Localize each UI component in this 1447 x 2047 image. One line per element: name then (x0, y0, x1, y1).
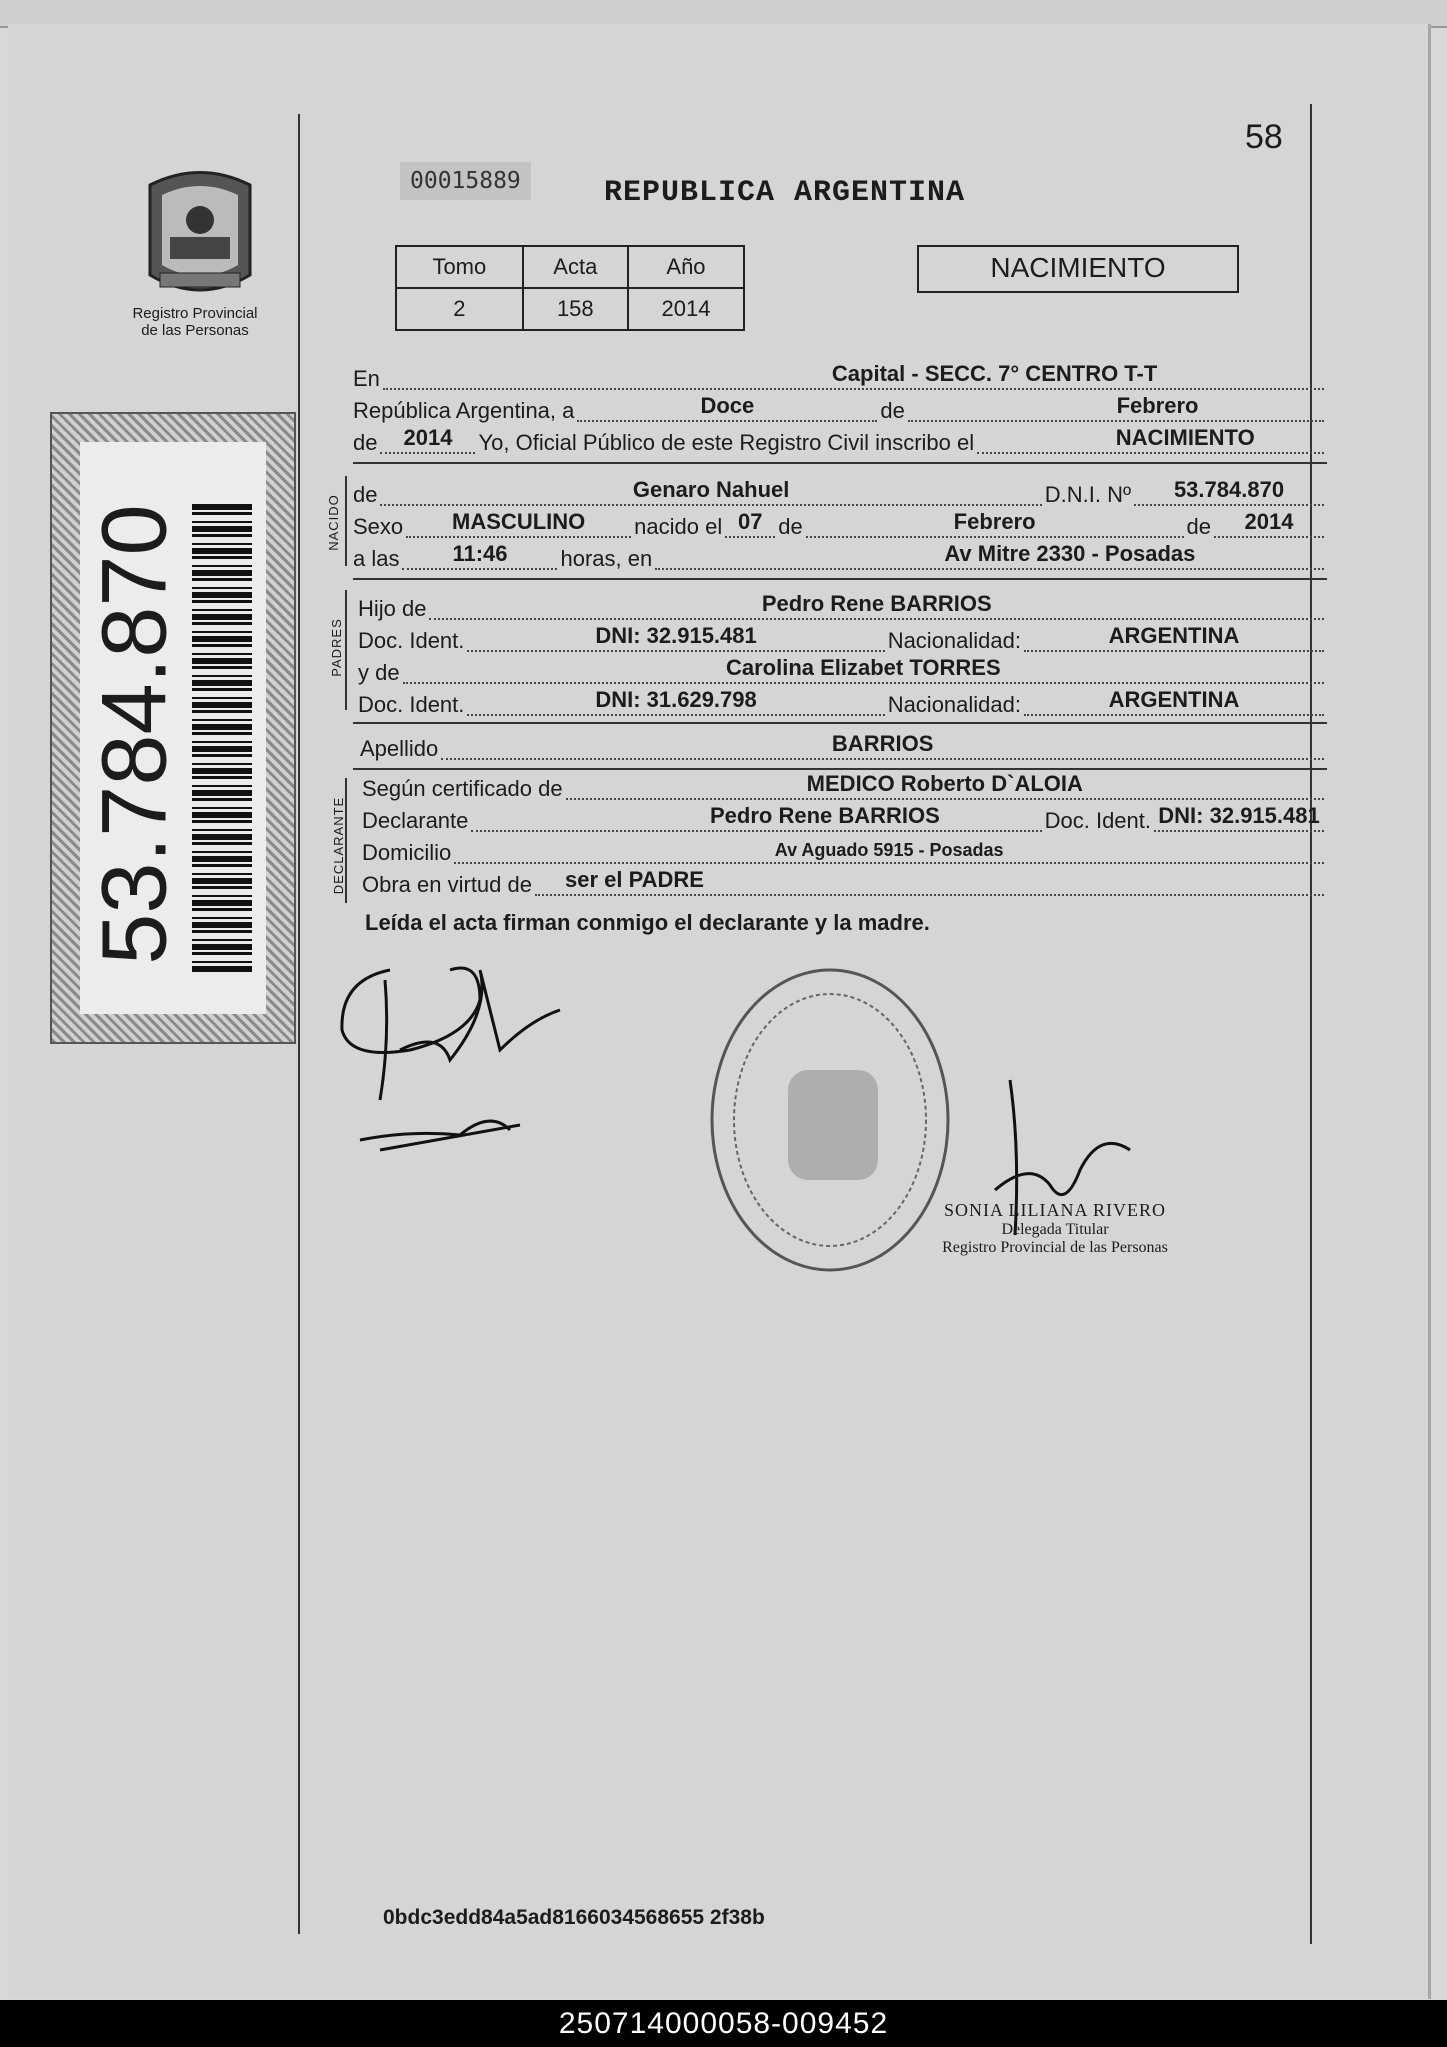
form-line-father (358, 592, 1327, 624)
birth-year: 2014 (1244, 509, 1294, 534)
en-label: En (353, 366, 380, 391)
official-name: SONIA LILIANA RIVERO (944, 1200, 1166, 1220)
form-line-name (353, 478, 1327, 510)
barcode-panel (80, 442, 266, 1014)
apellido-label: Apellido (360, 736, 439, 761)
hijo-de-label: Hijo de (358, 596, 427, 621)
tomo-header: Tomo (396, 246, 523, 288)
birth-month: Febrero (953, 509, 1036, 534)
serial-number: 00015889 (400, 162, 531, 200)
mother-doc-label: Doc. Ident. (358, 692, 465, 717)
sexo-label: Sexo (353, 514, 404, 539)
horas-en-label: horas, en (560, 546, 653, 571)
obra-value: ser el PADRE (564, 867, 704, 892)
nacido-bracket (345, 476, 347, 566)
form-line-hora (353, 542, 1327, 574)
birth-day: 07 (737, 509, 763, 534)
padres-section-label: PADRES (328, 618, 344, 677)
anio-value: 2014 (628, 288, 744, 330)
form-line-date (353, 394, 1327, 426)
barcode-number: 53.784.870 (83, 504, 186, 965)
tomo-value: 2 (396, 288, 523, 330)
official-block (920, 1200, 1190, 1257)
mother-value: Carolina Elizabet TORRES (725, 655, 1001, 680)
form-line-certificado (362, 772, 1327, 804)
logo-caption-line1: Registro Provincial (132, 305, 258, 322)
father-value: Pedro Rene BARRIOS (761, 591, 992, 616)
month-value: Febrero (1116, 393, 1199, 418)
document-hash: 0bdc3edd84a5ad8166034568655 2f38b (383, 1906, 765, 1929)
logo-caption-line2: de las Personas (141, 322, 249, 339)
father-doc: DNI: 32.915.481 (595, 623, 757, 648)
domicilio-label: Domicilio (362, 840, 452, 865)
page-number: 58 (1245, 118, 1283, 156)
nacido-el-label: nacido el (634, 514, 723, 539)
father-nationality-label: Nacionalidad: (887, 628, 1021, 653)
inscribo-value: NACIMIENTO (1115, 425, 1255, 450)
anio-header: Año (628, 246, 744, 288)
separator-2 (353, 578, 1327, 580)
republica-label: República Argentina, a (353, 398, 575, 423)
separator-3 (353, 722, 1327, 724)
a-las-label: a las (353, 546, 400, 571)
acta-header: Acta (523, 246, 628, 288)
father-nationality: ARGENTINA (1108, 623, 1240, 648)
dni-label: D.N.I. Nº (1044, 482, 1131, 507)
father-doc-label: Doc. Ident. (358, 628, 465, 653)
official-office: Registro Provincial de las Personas (942, 1239, 1168, 1256)
certificado-label: Según certificado de (362, 776, 563, 801)
separator-1 (353, 462, 1327, 464)
form-line-apellido (360, 732, 1327, 764)
sexo-value: MASCULINO (452, 509, 586, 534)
de-year-label: de (353, 430, 378, 455)
de-label: de (880, 398, 905, 423)
mother-doc: DNI: 31.629.798 (595, 687, 757, 712)
barcode-bars (192, 502, 252, 972)
hour-value: 11:46 (452, 541, 508, 566)
domicilio-value: Av Aguado 5915 - Posadas (774, 840, 1004, 860)
closing-text: Leída el acta firman conmigo el declarante y la madre. (365, 910, 930, 935)
name-value: Genaro Nahuel (632, 477, 790, 502)
record-table (395, 245, 745, 331)
declarante-value: Pedro Rene BARRIOS (710, 803, 940, 828)
year-value: 2014 (403, 425, 453, 450)
form-line-domicilio (362, 836, 1327, 868)
yo-label: Yo, Oficial Público de este Registro Civil inscribo el (478, 430, 975, 455)
scan-footer-id: 250714000058-009452 (0, 2000, 1447, 2047)
declarant-signature-icon (330, 940, 570, 1180)
nacido-section-label: NACIDO (325, 494, 341, 551)
province-logo (130, 165, 270, 339)
acta-value: 158 (523, 288, 628, 330)
left-margin-line (298, 114, 300, 1934)
form-line-en (353, 362, 1327, 394)
mother-nationality: ARGENTINA (1108, 687, 1240, 712)
certificado-value: MEDICO Roberto D`ALOIA (806, 771, 1083, 796)
name-label: de (353, 482, 378, 507)
mother-nationality-label: Nacionalidad: (887, 692, 1021, 717)
apellido-value: BARRIOS (831, 731, 934, 756)
form-line-sexo (353, 510, 1327, 542)
form-line-mother-doc (358, 688, 1327, 720)
declarante-section-label: DECLARANTE (331, 796, 347, 895)
declarante-doc: DNI: 32.915.481 (1158, 803, 1320, 828)
birth-de-label: de (778, 514, 803, 539)
birth-de2-label: de (1186, 514, 1211, 539)
declarante-label: Declarante (362, 808, 469, 833)
official-role: Delegada Titular (1001, 1221, 1109, 1238)
form-line-inscribo (353, 426, 1327, 458)
country-title: REPUBLICA ARGENTINA (604, 176, 966, 210)
padres-bracket (345, 590, 347, 710)
form-line-mother (358, 656, 1327, 688)
form-line-father-doc (358, 624, 1327, 656)
declarante-doc-label: Doc. Ident. (1044, 808, 1151, 833)
record-type-box: NACIMIENTO (917, 245, 1239, 293)
place-value: Av Mitre 2330 - Posadas (944, 541, 1196, 566)
en-value: Capital - SECC. 7° CENTRO T-T (831, 361, 1158, 386)
form-line-declarante (362, 804, 1327, 836)
y-de-label: y de (358, 660, 400, 685)
obra-label: Obra en virtud de (362, 872, 532, 897)
separator-4 (353, 768, 1327, 770)
form-line-obra (362, 868, 1327, 900)
dni-value: 53.784.870 (1173, 477, 1285, 502)
barcode-frame (50, 412, 296, 1044)
day-value: Doce (700, 393, 755, 418)
province-emblem-icon (130, 165, 270, 300)
